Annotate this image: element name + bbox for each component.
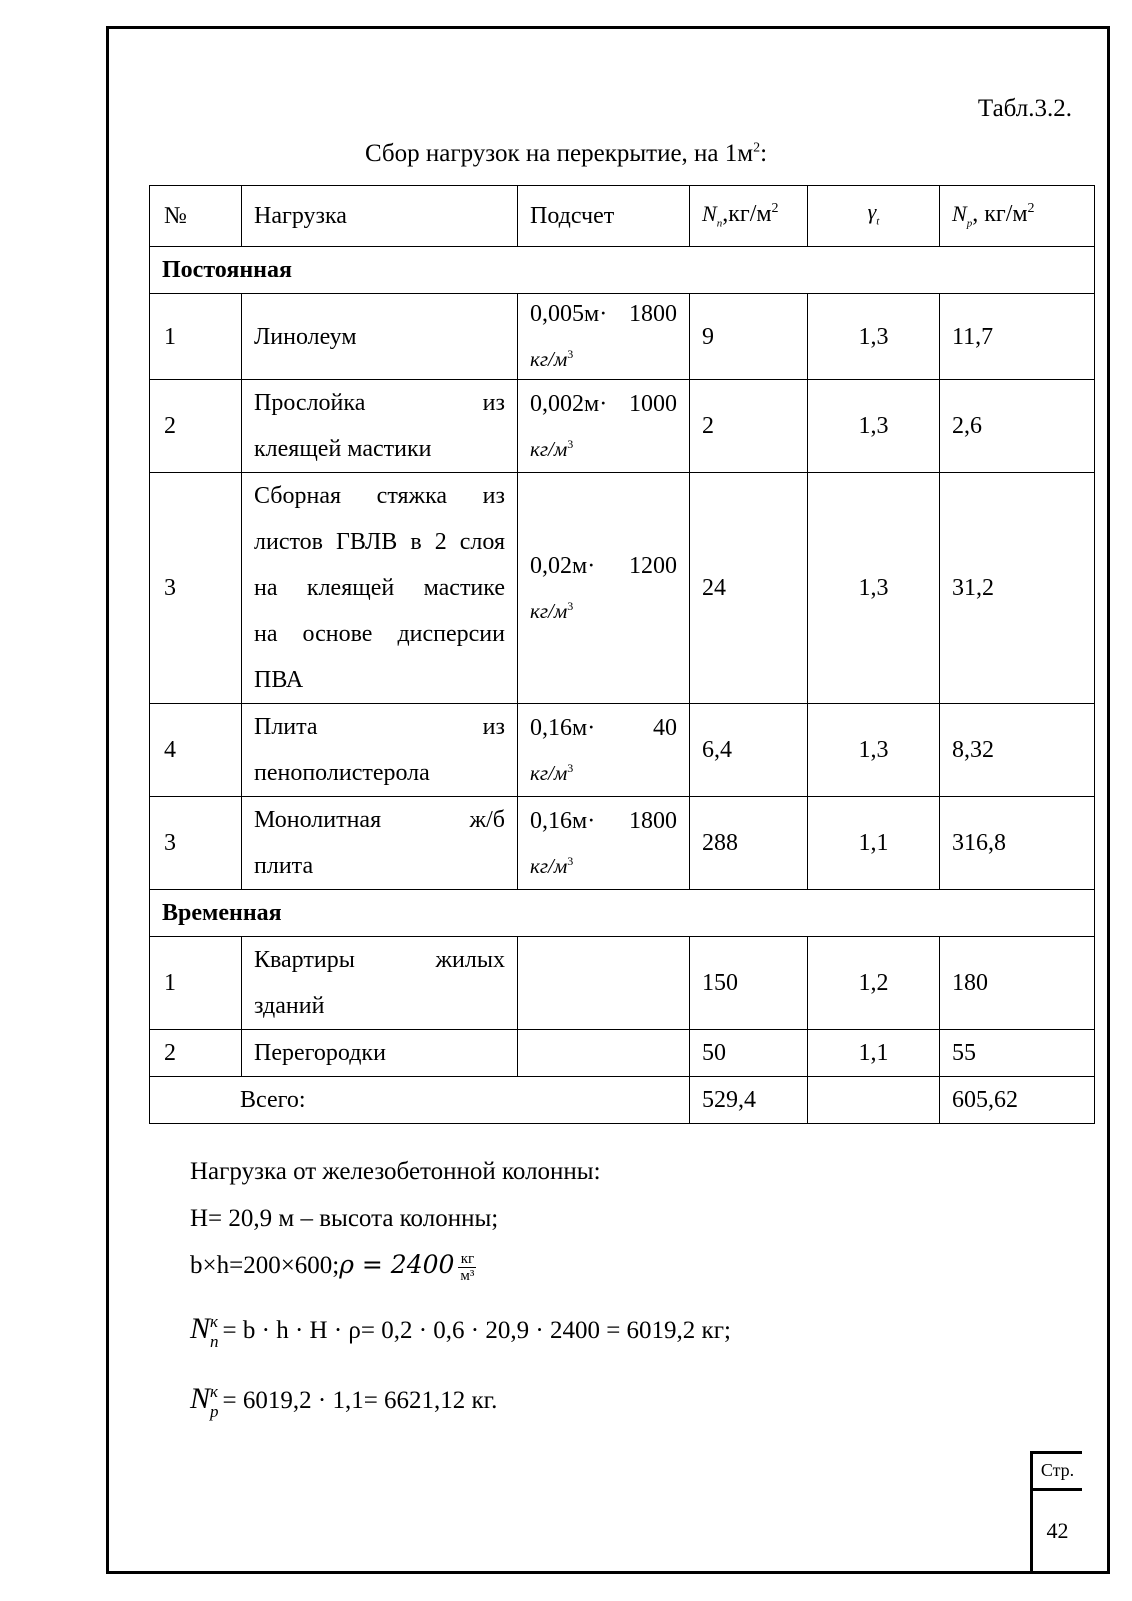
column-height-line: H= 20,9 м – высота колонны; [190, 1205, 499, 1232]
unit-power: 3 [567, 853, 574, 868]
row-load-name-line: Прослойка из [254, 390, 505, 417]
header-load: Нагрузка [242, 186, 518, 247]
unit-power: 3 [567, 760, 574, 775]
header-number: № [150, 186, 242, 247]
row-normative: 2 [690, 380, 808, 473]
row-design: 2,6 [940, 380, 1095, 473]
row-number: 1 [150, 294, 242, 380]
row-load-name [242, 380, 518, 473]
row-load-name-line: Сборная стяжка из [254, 483, 505, 510]
table-row [150, 937, 1095, 1030]
loads-table [149, 185, 1095, 1124]
row-load-name-line: Квартиры жилых [254, 947, 505, 974]
row-load-name-line: Перегородки [254, 1040, 386, 1067]
row-calc-value [530, 294, 677, 334]
column-load-title: Нагрузка от железобетонной колонны: [190, 1158, 601, 1185]
table-header-row [150, 186, 1095, 247]
row-load-name-line: клеящей мастики [254, 436, 432, 463]
row-load-name [242, 704, 518, 797]
row-load-name [242, 937, 518, 1030]
section-permanent: Постоянная [150, 247, 1095, 294]
row-calc-thickness: 0,16м· [530, 807, 596, 834]
section-permanent-row [150, 247, 1095, 294]
table-row [150, 797, 1095, 890]
row-calc [518, 380, 690, 473]
total-row [150, 1077, 1095, 1124]
row-load-name [242, 1030, 518, 1077]
unit-power: 3 [567, 598, 574, 613]
row-gamma: 1,3 [808, 473, 940, 704]
row-calc-unit [530, 841, 677, 886]
row-load-name-line: листов ГВЛВ в 2 слоя [254, 529, 505, 556]
row-normative: 9 [690, 294, 808, 380]
table-row [150, 294, 1095, 380]
section-temporary-row [150, 890, 1095, 937]
row-design: 316,8 [940, 797, 1095, 890]
row-design: 31,2 [940, 473, 1095, 704]
table-row [150, 1030, 1095, 1077]
total-label: Всего: [150, 1077, 690, 1124]
total-gamma [808, 1077, 940, 1124]
row-load-name-line: ПВА [254, 667, 304, 694]
formula-normative: N к n = b · h · H · ρ= 0,2 · 0,6 · 20,9 · 2400 = 6019,2 кг; [190, 1312, 731, 1352]
row-gamma: 1,3 [808, 294, 940, 380]
row-load-name-line: на основе дисперсии [254, 621, 505, 648]
unit-text: кг/м [530, 853, 568, 878]
row-normative: 150 [690, 937, 808, 1030]
page-stamp [1030, 1451, 1082, 1572]
row-calc-density: 1800 [629, 301, 677, 328]
row-calc-density: 1200 [629, 552, 677, 579]
header-gamma: $\gamma_t$ [808, 186, 940, 247]
row-calc-density: 1800 [629, 807, 677, 834]
row-calc-unit [530, 334, 677, 379]
unit-text: кг/м [530, 347, 568, 372]
row-design: 55 [940, 1030, 1095, 1077]
row-calc [518, 294, 690, 380]
row-gamma: 1,3 [808, 380, 940, 473]
row-load-name-line: Линолеум [254, 323, 357, 350]
row-calc-density: 1000 [629, 390, 677, 417]
row-calc-thickness: 0,005м· [530, 301, 608, 328]
row-load-name-line: зданий [254, 993, 325, 1020]
unit-power: 3 [567, 436, 574, 451]
table-caption: Сбор нагрузок на перекрытие, на $1м^2$: [364, 140, 768, 167]
total-normative: 529,4 [690, 1077, 808, 1124]
row-gamma: 1,1 [808, 797, 940, 890]
row-number: 3 [150, 473, 242, 704]
row-calc-thickness: 0,002м· [530, 390, 608, 417]
row-calc-thickness: 0,02м· [530, 552, 596, 579]
row-normative: 6,4 [690, 704, 808, 797]
header-calc: Подсчет [518, 186, 690, 247]
row-calc-density: 40 [653, 714, 677, 741]
row-calc [518, 1030, 690, 1077]
row-normative: 50 [690, 1030, 808, 1077]
table-row [150, 473, 1095, 704]
row-load-name [242, 797, 518, 890]
row-load-name-line: Плита из [254, 714, 505, 741]
page-number: 42 [1046, 1518, 1069, 1543]
page-stamp-label: Стр. [1033, 1454, 1082, 1491]
formula-design: N к p = 6019,2 · 1,1= 6621,12 кг. [190, 1382, 498, 1422]
row-calc-value [530, 708, 677, 748]
row-number: 3 [150, 797, 242, 890]
row-calc-thickness: 0,16м· [530, 714, 596, 741]
rho-unit-fraction: $\frac{кг}{\text{м³}}$ [460, 1250, 475, 1284]
row-load-name [242, 294, 518, 380]
row-load-name [242, 473, 518, 704]
row-calc [518, 704, 690, 797]
row-load-name-line: плита [254, 853, 314, 880]
row-number: 2 [150, 380, 242, 473]
header-normative: $N_n,кг/м^2$ [690, 186, 808, 247]
row-number: 2 [150, 1030, 242, 1077]
unit-text: кг/м [530, 598, 568, 623]
row-normative: 288 [690, 797, 808, 890]
row-normative: 24 [690, 473, 808, 704]
row-design: 8,32 [940, 704, 1095, 797]
section-temporary: Временная [150, 890, 1095, 937]
row-number: 4 [150, 704, 242, 797]
row-load-name-line: Монолитная ж/б [254, 807, 505, 834]
table-row [150, 704, 1095, 797]
row-calc [518, 937, 690, 1030]
row-design: 11,7 [940, 294, 1095, 380]
table-row [150, 380, 1095, 473]
row-calc-value [530, 801, 677, 841]
row-gamma: 1,1 [808, 1030, 940, 1077]
row-calc-unit [530, 748, 677, 793]
row-calc-unit [530, 586, 677, 631]
row-load-name-line: пенополистерола [254, 760, 430, 787]
row-calc [518, 797, 690, 890]
row-calc-unit [530, 424, 677, 469]
row-calc-value [530, 384, 677, 424]
row-number: 1 [150, 937, 242, 1030]
unit-text: кг/м [530, 436, 568, 461]
row-gamma: 1,2 [808, 937, 940, 1030]
column-dims-line: b×h=200×600;ρ = 2400 $\frac{кг}{\text{м³}}$ [190, 1250, 475, 1284]
unit-power: 3 [567, 347, 574, 362]
row-calc [518, 473, 690, 704]
row-calc-value [530, 546, 677, 586]
row-gamma: 1,3 [808, 704, 940, 797]
row-load-name-line: на клеящей мастике [254, 575, 505, 602]
row-design: 180 [940, 937, 1095, 1030]
header-design: $N_p$, $кг/м^2$ [940, 186, 1095, 247]
table-number: Табл.3.2. [977, 95, 1072, 122]
total-design: 605,62 [940, 1077, 1095, 1124]
unit-text: кг/м [530, 760, 568, 785]
